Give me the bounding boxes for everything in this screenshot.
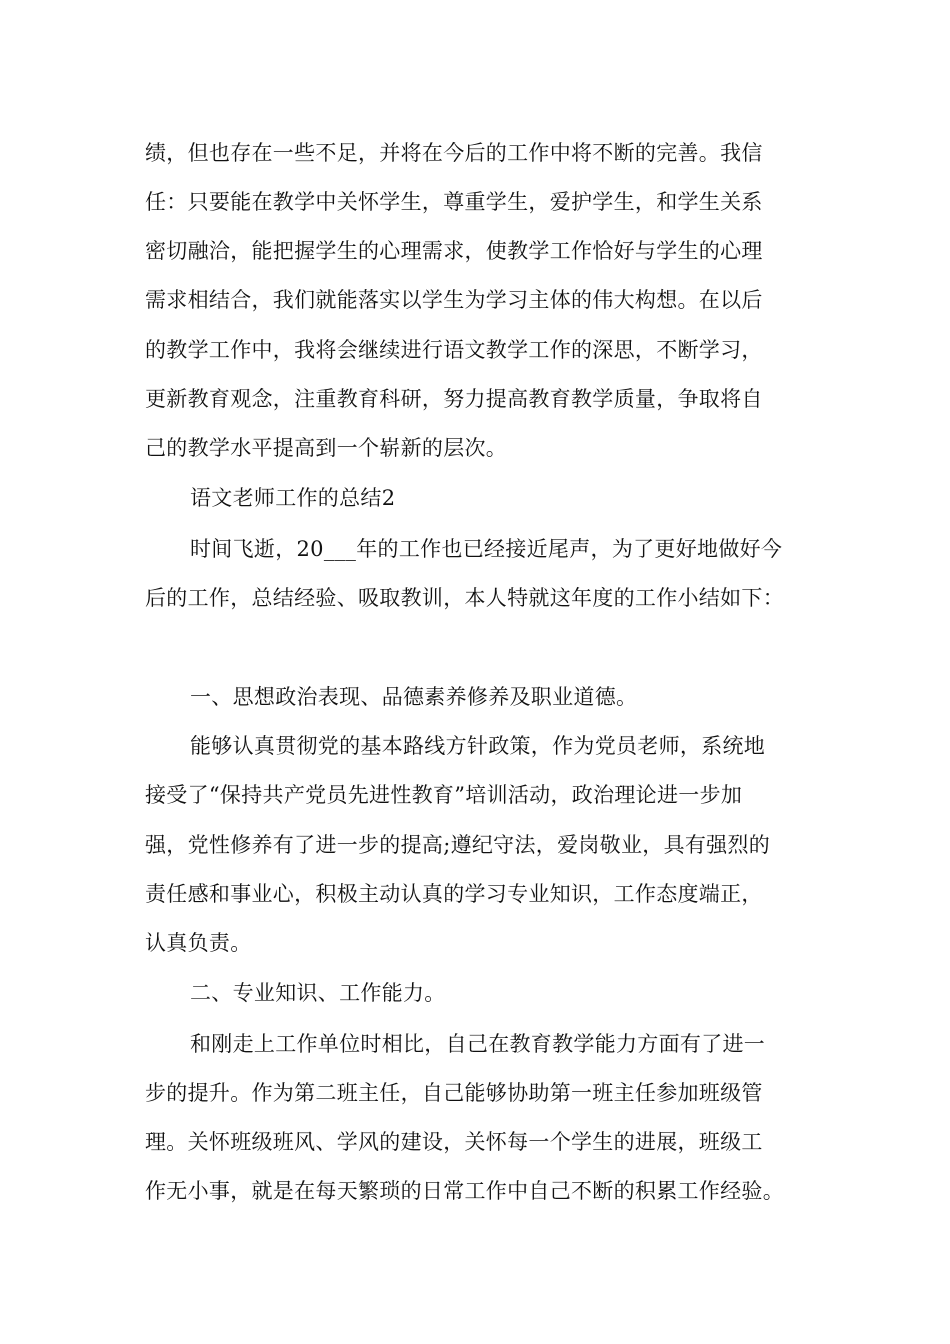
paragraph-line: 能够认真贯彻党的基本路线方针政策，作为党员老师，系统地 xyxy=(190,734,766,758)
paragraph-line: 认真负责。 xyxy=(145,931,252,955)
paragraph-line: 责任感和事业心，积极主动认真的学习专业知识，工作态度端正， xyxy=(145,882,763,906)
paragraph-line: 绩，但也存在一些不足，并将在今后的工作中将不断的完善。我信 xyxy=(145,141,763,165)
paragraph-line: 时间飞逝，20___年的工作也已经接近尾声，为了更好地做好今 xyxy=(190,537,783,561)
section-title: 一、思想政治表现、品德素养修养及职业道德。 xyxy=(190,685,638,709)
paragraph-line: 更新教育观念，注重教育科研，努力提高教育教学质量，争取将自 xyxy=(145,387,763,411)
paragraph-line: 接受了“保持共产党员先进性教育”培训活动，政治理论进一步加 xyxy=(145,783,743,807)
paragraph-line: 和刚走上工作单位时相比，自己在教育教学能力方面有了进一 xyxy=(190,1032,766,1056)
paragraph-line: 作无小事，就是在每天繁琐的日常工作中自己不断的积累工作经验。 xyxy=(145,1179,784,1203)
paragraph-line: 任：只要能在教学中关怀学生，尊重学生，爱护学生，和学生关系 xyxy=(145,190,763,214)
paragraph-line: 强，党性修养有了进一步的提高;遵纪守法，爱岗敬业，具有强烈的 xyxy=(145,833,771,857)
paragraph-line: 密切融洽，能把握学生的心理需求，使教学工作恰好与学生的心理 xyxy=(145,239,763,263)
section-title: 二、专业知识、工作能力。 xyxy=(190,981,446,1005)
paragraph-line: 步的提升。作为第二班主任，自己能够协助第一班主任参加班级管 xyxy=(145,1081,763,1105)
section-heading: 语文老师工作的总结2 xyxy=(190,486,396,510)
paragraph-line: 需求相结合，我们就能落实以学生为学习主体的伟大构想。在以后 xyxy=(145,288,763,312)
paragraph-line: 己的教学水平提高到一个崭新的层次。 xyxy=(145,436,508,460)
paragraph-line: 的教学工作中，我将会继续进行语文教学工作的深思，不断学习， xyxy=(145,338,763,362)
paragraph-line: 后的工作，总结经验、吸取教训，本人特就这年度的工作小结如下： xyxy=(145,586,784,610)
paragraph-line: 理。关怀班级班风、学风的建设，关怀每一个学生的进展，班级工 xyxy=(145,1130,763,1154)
